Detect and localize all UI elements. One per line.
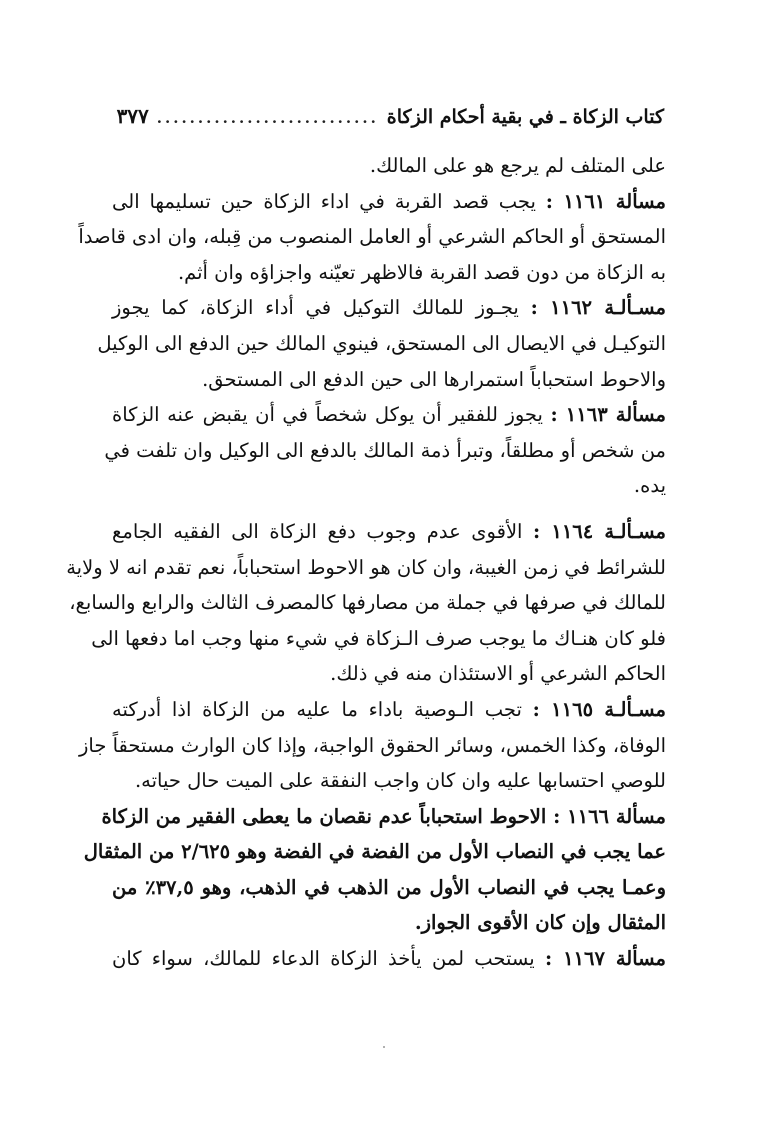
issue-start-line (112, 941, 666, 977)
issue-start-line (112, 290, 666, 326)
text-line (112, 255, 666, 291)
line-text: تجب الـوصية باداء ما عليه من الزكاة اذا أدركته (112, 697, 533, 721)
scan-speck (383, 1046, 385, 1048)
line-text: على المتلف لم يرجع هو على المالك. (369, 154, 666, 177)
issue-number-label: مسـألـة ١١٦٥ : (532, 697, 666, 721)
line-text: يجوز للفقير أن يوكل شخصاً في أن يقبض عنه الزكاة (112, 403, 551, 427)
issue-number-label: مسألة ١١٦٧ : (545, 947, 666, 971)
text-line (69, 585, 666, 621)
issue-start-line (112, 692, 666, 728)
line-text: يستحب لمن يأخذ الزكاة الدعاء للمالك، سواء كان (112, 947, 545, 971)
issue-number-label: مسـألـة ١١٦٤ : (533, 519, 666, 543)
line-text: فلو كان هنـاك ما يوجب صرف الـزكاة في شيء منها وجب اما دفعها الى (91, 626, 666, 650)
line-text: للمالك في صرفها في جملة من مصارفها كالمصرف الثالث والرابع والسابع، (69, 591, 666, 615)
line-text: والاحوط استحباباً استمرارها الى حين الدفع الى المستحق. (202, 367, 666, 391)
line-text: للشرائط في زمن الغيبة، وان كان هو الاحوط استحباباً، نعم تقدم انه لا ولاية (66, 555, 666, 579)
line-text: الوفاة، وكذا الخمس، وسائر الحقوق الواجبة، وإذا كان الوارث مستحقاً جاز (79, 733, 666, 757)
text-line (79, 728, 666, 764)
line-text: يجب قصد القربة في اداء الزكاة حين تسليمها الى (112, 189, 546, 213)
issue-number-label: مسـألـة ١١٦٢ : (530, 296, 666, 320)
text-line (112, 362, 666, 398)
line-text: للوصي احتسابها عليه وان كان واجب النفقة على الميت حال حياته. (134, 769, 666, 793)
text-line (66, 550, 666, 586)
issue-start-line (112, 397, 666, 433)
text-line (112, 870, 666, 906)
running-header (118, 104, 664, 138)
text-line (104, 433, 666, 469)
text-line (78, 219, 666, 255)
line-text: به الزكاة من دون قصد القربة فالاظهر تعيّنه واجزاؤه وان أثم. (177, 260, 666, 284)
text-line (83, 834, 666, 870)
text-line (91, 621, 666, 657)
text-line (97, 326, 666, 362)
line-text: الاحوط استحباباً عدم نقصان ما يعطى الفقير من الزكاة (101, 804, 554, 828)
issue-number-label: مسألة ١١٦٣ : (550, 403, 666, 427)
line-text: يده. (633, 474, 666, 498)
line-text: الأقوى عدم وجوب دفع الزكاة الى الفقيه الجامع (112, 519, 534, 543)
line-text: المثقال وإن كان الأقوى الجواز. (414, 911, 666, 935)
issue-start-line (101, 799, 666, 835)
text-line (112, 905, 666, 941)
line-text: وعمـا يجب في النصاب الأول من الذهب في الذهب، وهو ٣٧,٥٪ من (112, 875, 666, 899)
text-line (112, 656, 666, 692)
text-line (112, 148, 666, 184)
text-line (112, 468, 666, 504)
line-text: المستحق أو الحاكم الشرعي أو العامل المنصوب من قِبله، وان ادى قاصداً (78, 225, 666, 249)
header-leader-dots: ........................... (156, 109, 379, 127)
page-number: ٣٧٧ (116, 104, 149, 128)
line-text: عما يجب في النصاب الأول من الفضة في الفضة وهو ٢/٦٢٥ من المثقال (83, 840, 666, 864)
issue-number-label: مسألة ١١٦١ : (545, 189, 666, 213)
body-text (66, 148, 666, 977)
paragraph-gap (112, 504, 666, 514)
text-line (112, 763, 666, 799)
issue-number-label: مسألة ١١٦٦ : (553, 804, 666, 828)
issue-start-line (112, 514, 666, 550)
line-text: التوكيـل في الايصال الى المستحق، فينوي المالك حين الدفع الى الوكيل (97, 331, 666, 355)
line-text: يجـوز للمالك التوكيل في أداء الزكاة، كما يجوز (112, 296, 531, 320)
line-text: من شخص أو مطلقاً، وتبرأ ذمة المالك بالدفع الى الوكيل وان تلفت في (104, 438, 666, 462)
header-title: كتاب الزكاة ـ في بقية أحكام الزكاة (386, 106, 664, 128)
line-text: الحاكم الشرعي أو الاستئذان منه في ذلك. (330, 662, 666, 686)
issue-start-line (112, 184, 666, 220)
